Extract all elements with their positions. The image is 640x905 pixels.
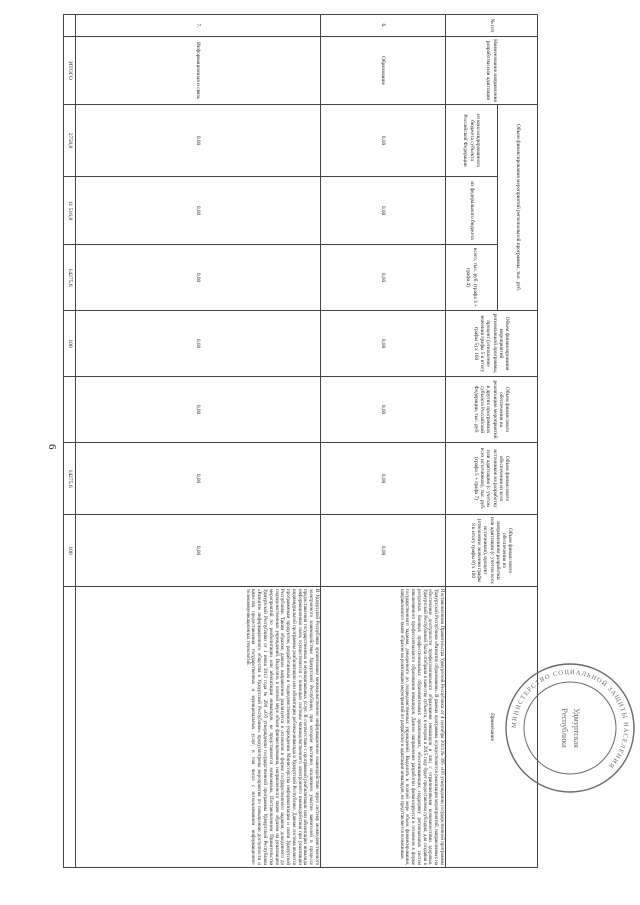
official-seal-stamp [500, 658, 640, 798]
col-header-share-all: Объем финансового обеспечения по направлениям разработки или адаптации (с учетом всех источников), процент (отношение значения графы 8 к итогу графы 8) х 100 [446, 515, 538, 587]
total-num-cell [64, 15, 76, 37]
col-header-funding-group: Объем финансирования мероприятий региональной программы, тыс. руб. [498, 105, 538, 311]
total-note [64, 587, 76, 868]
row-regional: 0,00 [76, 105, 321, 177]
row-other-programs: 0,00 [76, 377, 321, 443]
row-total: 0,00 [76, 245, 321, 311]
row-total: 0,00 [321, 245, 446, 311]
row-federal: 0,00 [321, 177, 446, 245]
col-header-regional: из консолидированного бюджета субъекта Российской Федерации [446, 105, 498, 177]
row-num: 6. [321, 15, 446, 37]
total-all-sources: 14275,6 [64, 443, 76, 515]
total-other-programs [64, 377, 76, 443]
seal-center-line1: Удмуртская [572, 708, 581, 748]
total-total: 14275,6 [64, 245, 76, 311]
row-note: Постановлением Правительства Удмуртской Республики от 4 сентября 2013 № 395 «Об утверждении государственной программы Удмуртской Республики «Развитие образования». В рамках программы осуществляется реализация мероприятий, направленных на обеспечение доступности профессионального образования инвалидов и лиц с ограниченными возможностями здоровья. Удмуртской Республикой была отобрана в качестве субъекта, в котором в 2015 году будет предоставлена субсидия, для создания в ресурсных базовых профессиональных образовательных организациях, обеспечивающих поддержку региональных систем инклюзивного профессионального образования инвалидов. Данное направление разработки финансируется в основном в форме государственного задания, доведенного до подведомственных учреждений. Выделить в полной мере объем финансирования, направленного таким образом на реализацию мероприятий по разработке и адаптации инвалидов, не представляется возможным. [321, 587, 446, 868]
row-other-programs: 0,00 [321, 377, 446, 443]
page-number: 6 [46, 444, 58, 450]
table-row [76, 15, 321, 868]
col-header-direction: Наименование направления разработки или адаптации [446, 37, 538, 105]
svg-text:МИНИСТЕРСТВО СОЦИАЛЬНОЙ ЗАЩИТЫ [511, 669, 629, 770]
row-num: 7. [76, 15, 321, 37]
col-header-all-sources: Объем финансового обеспечения из всех источников на разработку или адаптацию (с учетом всех источников), тыс. руб. (графа 5 + графа 7) [446, 443, 538, 515]
row-all-sources: 0,00 [76, 443, 321, 515]
seal-ring-text: МИНИСТЕРСТВО СОЦИАЛЬНОЙ ЗАЩИТЫ НАСЕЛЕНИЯ [510, 668, 630, 770]
rotated-table-sheet [64, 14, 538, 867]
total-federal: 11 516,8 [64, 177, 76, 245]
table-row [321, 15, 446, 868]
col-header-share-regional: Объем финансирования мероприятий региональной программы, процент (отношение значения графы 5 к итогу графы 5) х 100 [446, 311, 538, 377]
row-direction: Информационная и связь [76, 37, 321, 105]
row-federal: 0,00 [76, 177, 321, 245]
total-label: ИТОГО [64, 37, 76, 105]
row-share-regional: 0,00 [76, 311, 321, 377]
row-share-all: 0,00 [321, 515, 446, 587]
col-header-num: № п/п [446, 15, 538, 37]
row-all-sources: 0,00 [321, 443, 446, 515]
total-share-regional: 100 [64, 311, 76, 377]
row-regional: 0,00 [321, 105, 446, 177]
row-direction: Образование [321, 37, 446, 105]
row-share-all: 0,00 [76, 515, 321, 587]
total-row [64, 15, 76, 868]
total-regional: 2758,8 [64, 105, 76, 177]
col-header-other-programs: Объем финансового обеспечения на реализацию мероприятий в других программах субъекта Российской Федерации, тыс. руб. [446, 377, 538, 443]
total-share-all: 100 [64, 515, 76, 587]
col-header-total: всего, тыс. руб. (графа 3 + графа 4) [446, 245, 498, 311]
row-note: В Удмуртской Республике организовано межведомственное информационное взаимодействие через систему межведомственного электронного взаимодействия Удмуртской Республики, при котором частично исключено участие заявителей в процессе предоставления государственных и муниципальных услуг. В соответствии с программой реабилитации или абилитации инвалида информационная связь осуществляется с помощью системы межведомственного электронного взаимодействия при реализации индивидуальной программы реабилитации или абилитации ребенка-инвалида в Удмуртской Республике. Данная система является программным продуктом, разработанным в подведомственном учреждении Министерства информатизации и связи Удмуртской Республики. Таким образом, данное направление реализуется в основном в форме государственного задания, доведенного до подведомственных учреждений. Выделить в полной мере объем финансирования, направленного таким образом на реализацию мероприятий по реабилитации или абилитации инвалидов, не представляется возможным. Постановлением Правительства Удмуртской Республики от 1 июля 2013 года № 290 «Об утверждении государственной программы Удмуртской Республики «Развитие информационного общества в Удмуртской Республике» предусмотрены мероприятия по повышению доступности и качества предоставления государственных и муниципальных услуг, в том числе с использованием информационно-телекоммуникационных технологий. [76, 587, 321, 868]
funding-table [63, 14, 538, 868]
col-header-note: Примечание [446, 587, 538, 868]
seal-center-line2: Республика [560, 708, 569, 748]
row-share-regional: 0,00 [321, 311, 446, 377]
col-header-federal: из федерального бюджета [446, 177, 498, 245]
